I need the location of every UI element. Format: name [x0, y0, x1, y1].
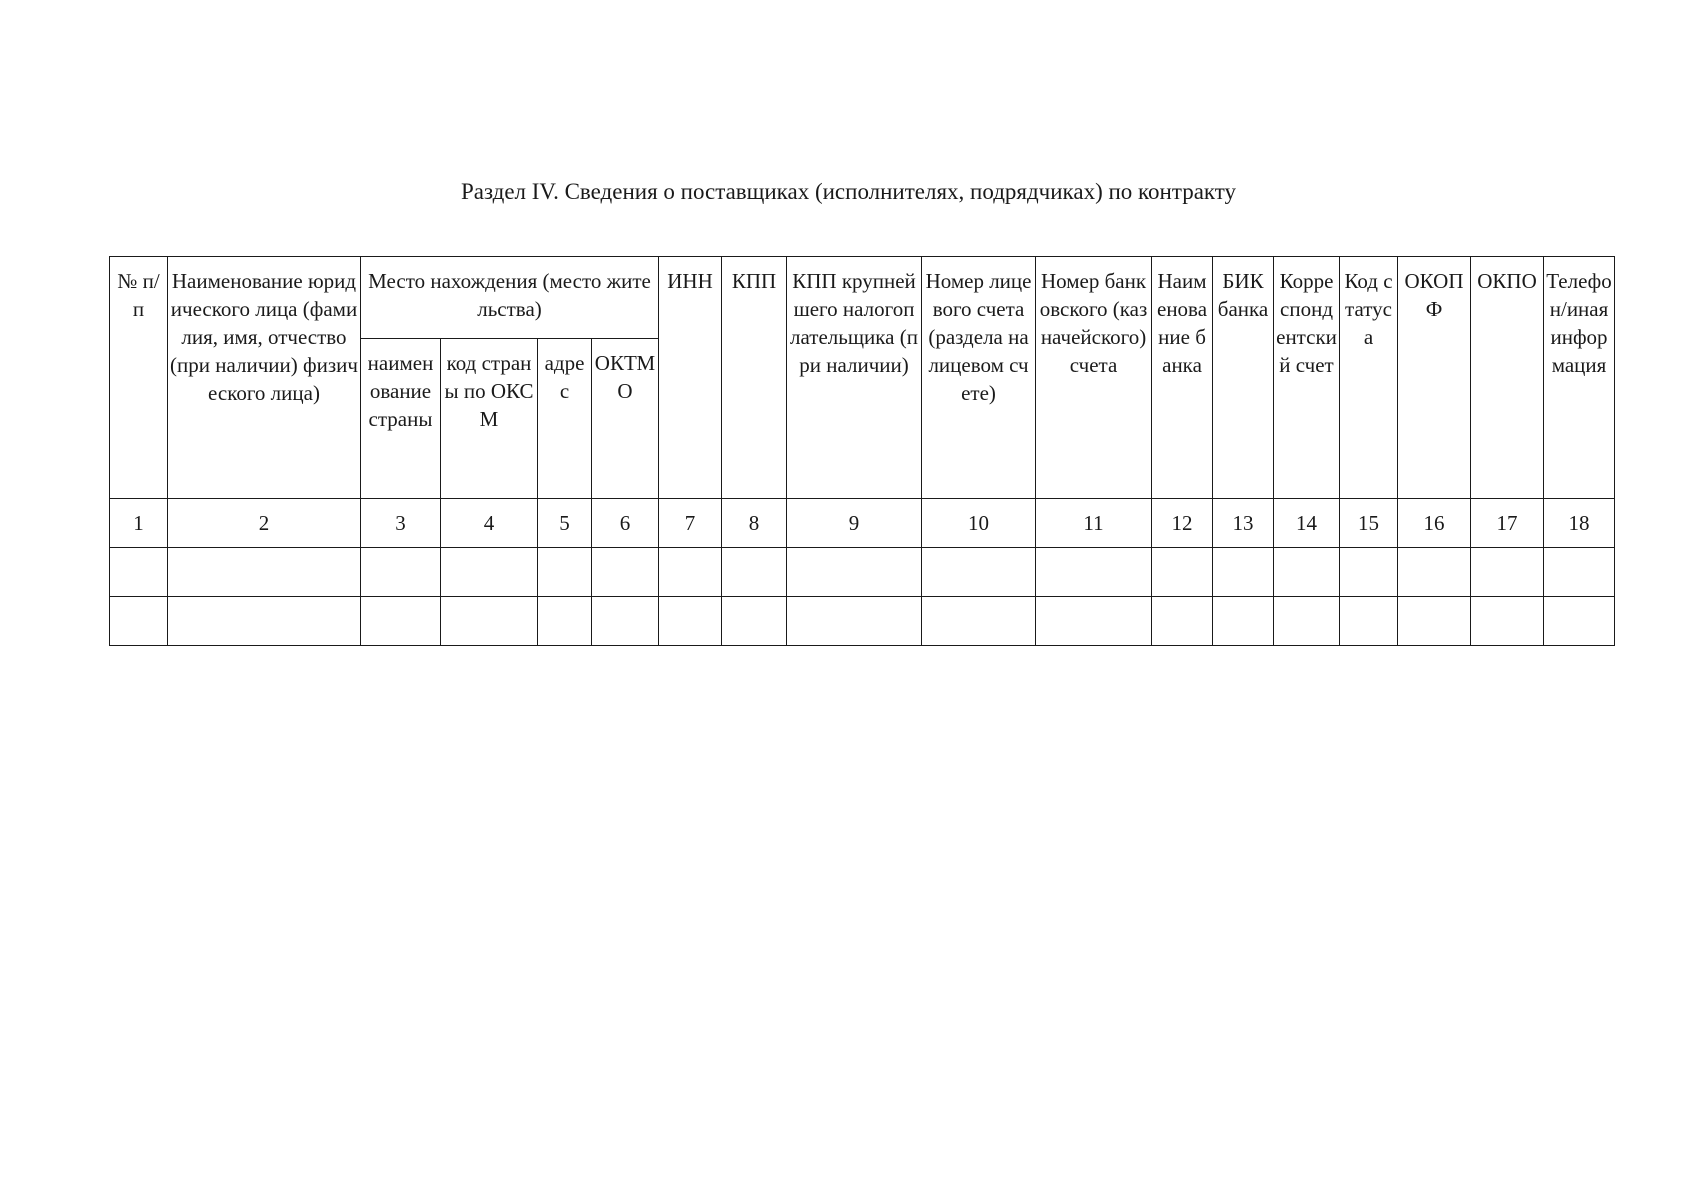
- empty-cell[interactable]: [1398, 548, 1471, 597]
- table-row: [110, 548, 1615, 597]
- empty-cell[interactable]: [1274, 548, 1340, 597]
- empty-cell[interactable]: [1274, 597, 1340, 646]
- header-oktmo: ОКТМО: [592, 339, 659, 499]
- table-header: [110, 257, 1615, 499]
- empty-cell[interactable]: [1398, 597, 1471, 646]
- column-number: 5: [538, 499, 592, 548]
- empty-cell[interactable]: [1340, 597, 1398, 646]
- header-corr-account: Корреспондентский счет: [1274, 257, 1340, 499]
- column-number: 1: [110, 499, 168, 548]
- column-number: 16: [1398, 499, 1471, 548]
- empty-cell[interactable]: [538, 597, 592, 646]
- column-number-row: [110, 499, 1615, 548]
- empty-cell[interactable]: [1036, 548, 1152, 597]
- empty-cell[interactable]: [1213, 548, 1274, 597]
- table-body: [110, 499, 1615, 646]
- empty-cell[interactable]: [722, 597, 787, 646]
- header-personal-account: Номер лицевого счета (раздела на лицевом счете): [922, 257, 1036, 499]
- empty-cell[interactable]: [1544, 548, 1615, 597]
- column-number: 6: [592, 499, 659, 548]
- table-row: [110, 597, 1615, 646]
- empty-cell[interactable]: [168, 597, 361, 646]
- empty-cell[interactable]: [592, 548, 659, 597]
- empty-cell[interactable]: [1036, 597, 1152, 646]
- column-number: 18: [1544, 499, 1615, 548]
- empty-cell[interactable]: [1152, 597, 1213, 646]
- column-number: 14: [1274, 499, 1340, 548]
- empty-cell[interactable]: [922, 548, 1036, 597]
- empty-cell[interactable]: [538, 548, 592, 597]
- column-number: 15: [1340, 499, 1398, 548]
- empty-cell[interactable]: [722, 548, 787, 597]
- header-status-code: Код статуса: [1340, 257, 1398, 499]
- header-number: № п/п: [110, 257, 168, 499]
- empty-cell[interactable]: [361, 597, 441, 646]
- header-location-group: Место нахождения (место жительства): [361, 257, 659, 339]
- empty-cell[interactable]: [441, 548, 538, 597]
- suppliers-table: [109, 256, 1615, 646]
- header-inn: ИНН: [659, 257, 722, 499]
- column-number: 13: [1213, 499, 1274, 548]
- column-number: 3: [361, 499, 441, 548]
- column-number: 8: [722, 499, 787, 548]
- header-bank-name: Наименование банка: [1152, 257, 1213, 499]
- empty-cell[interactable]: [787, 548, 922, 597]
- empty-cell[interactable]: [922, 597, 1036, 646]
- section-title: Раздел IV. Сведения о поставщиках (исполнителях, подрядчиках) по контракту: [460, 179, 1237, 204]
- column-number: 4: [441, 499, 538, 548]
- header-bik: БИК банка: [1213, 257, 1274, 499]
- header-kpp: КПП: [722, 257, 787, 499]
- header-bank-account: Номер банковского (казначейского) счета: [1036, 257, 1152, 499]
- header-supplier-name: Наименование юридического лица (фамилия, имя, отчество (при наличии) физического лица): [168, 257, 361, 499]
- empty-cell[interactable]: [1471, 548, 1544, 597]
- column-number: 17: [1471, 499, 1544, 548]
- empty-cell[interactable]: [659, 548, 722, 597]
- empty-cell[interactable]: [1152, 548, 1213, 597]
- column-number: 7: [659, 499, 722, 548]
- empty-cell[interactable]: [110, 597, 168, 646]
- header-kpp-largest-taxpayer: КПП крупнейшего налогоплательщика (при наличии): [787, 257, 922, 499]
- empty-cell[interactable]: [1544, 597, 1615, 646]
- empty-cell[interactable]: [168, 548, 361, 597]
- empty-cell[interactable]: [361, 548, 441, 597]
- header-country-name: наименование страны: [361, 339, 441, 499]
- column-number: 11: [1036, 499, 1152, 548]
- header-phone-info: Телефон/иная информация: [1544, 257, 1615, 499]
- column-number: 9: [787, 499, 922, 548]
- empty-cell[interactable]: [592, 597, 659, 646]
- empty-cell[interactable]: [110, 548, 168, 597]
- column-number: 10: [922, 499, 1036, 548]
- empty-cell[interactable]: [787, 597, 922, 646]
- column-number: 12: [1152, 499, 1213, 548]
- header-country-code: код страны по ОКСМ: [441, 339, 538, 499]
- column-number: 2: [168, 499, 361, 548]
- empty-cell[interactable]: [1471, 597, 1544, 646]
- empty-cell[interactable]: [1340, 548, 1398, 597]
- header-okpo: ОКПО: [1471, 257, 1544, 499]
- header-address: адрес: [538, 339, 592, 499]
- empty-cell[interactable]: [441, 597, 538, 646]
- header-okopf: ОКОПФ: [1398, 257, 1471, 499]
- empty-cell[interactable]: [1213, 597, 1274, 646]
- empty-cell[interactable]: [659, 597, 722, 646]
